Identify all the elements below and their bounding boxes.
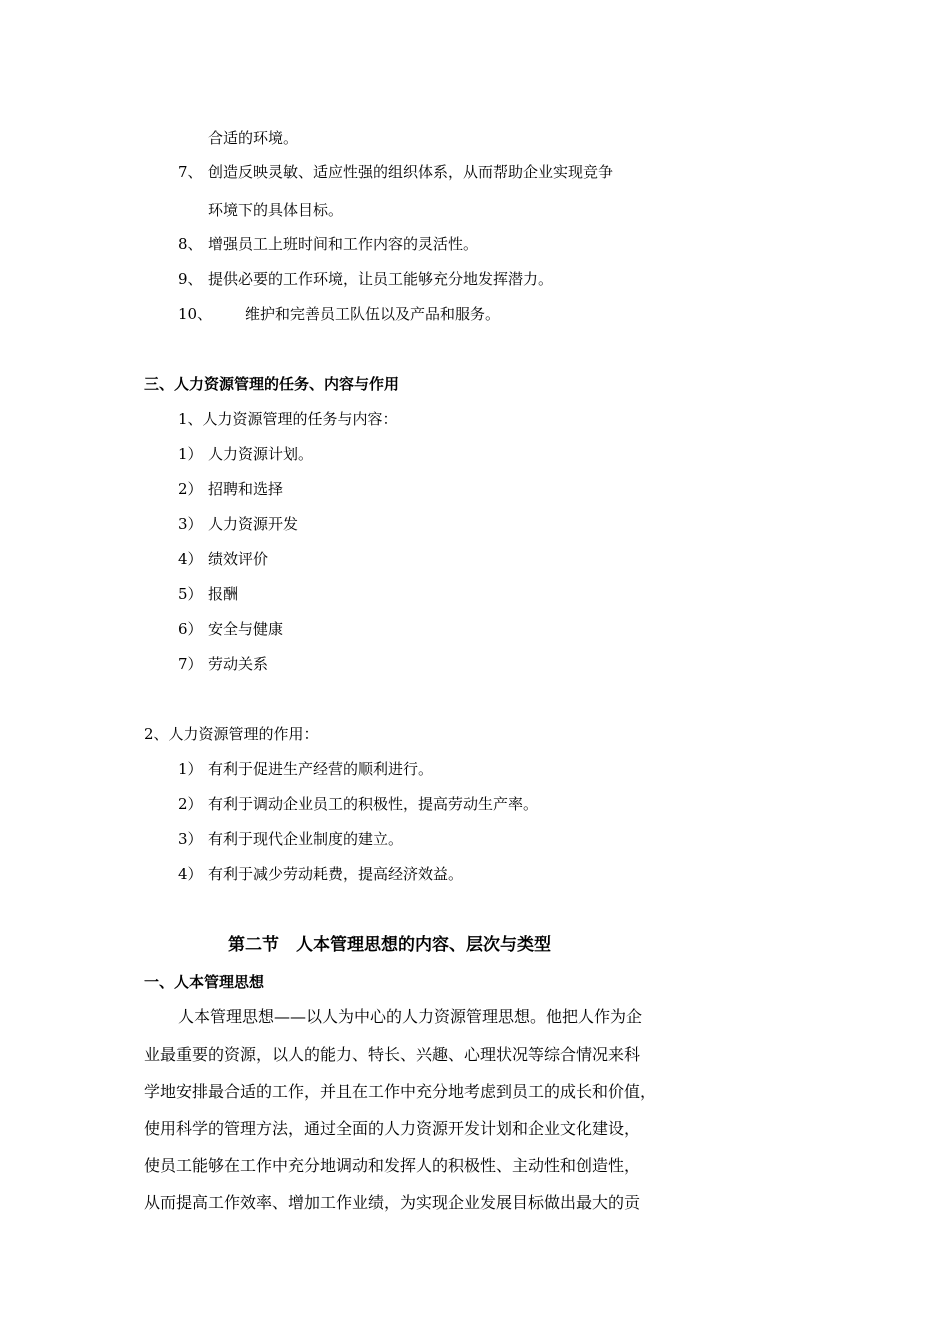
paragraph-line: 从而提高工作效率、增加工作业绩，为实现企业发展目标做出最大的贡: [144, 1193, 641, 1212]
chapter-title: 第二节 人本管理思想的内容、层次与类型: [228, 935, 551, 955]
list-item-number: 4）: [178, 550, 203, 568]
list-item-6-continuation: [208, 128, 298, 148]
list-item: [178, 549, 268, 569]
list-item-text: 环境下的具体目标。: [208, 201, 344, 219]
list-item-text: 有利于促进生产经营的顺利进行。: [208, 760, 434, 778]
list-item: [178, 479, 283, 499]
list-item-7: [178, 162, 613, 182]
list-item-number: 4）: [178, 865, 203, 883]
list-item-text: 有利于调动企业员工的积极性，提高劳动生产率。: [208, 795, 539, 813]
list-item: [178, 864, 463, 884]
list-item: [178, 759, 433, 779]
list-item: [178, 444, 313, 464]
list-item-number: 1）: [178, 760, 203, 778]
list-item-text: 合适的环境。: [208, 129, 299, 147]
list-item: [178, 654, 268, 674]
list-item-text: 劳动关系: [208, 655, 269, 673]
list-item-number: 5）: [178, 585, 203, 603]
list-item-text: 人力资源计划。: [208, 445, 314, 463]
paragraph-line: 业最重要的资源，以人的能力、特长、兴趣、心理状况等综合情况来科: [144, 1045, 641, 1064]
list-item-text: 增强员工上班时间和工作内容的灵活性。: [208, 235, 479, 253]
list-item-number: 3）: [178, 830, 203, 848]
paragraph-line: 人本管理思想——以人为中心的人力资源管理思想。他把人作为企: [178, 1007, 643, 1026]
list-item-text: 绩效评价: [208, 550, 269, 568]
paragraph-line: 学地安排最合适的工作，并且在工作中充分地考虑到员工的成长和价值，: [144, 1082, 657, 1101]
list-item: [178, 619, 283, 639]
paragraph-line: 使员工能够在工作中充分地调动和发挥人的积极性、主动性和创造性，: [144, 1156, 641, 1175]
list-item-10: [178, 304, 500, 324]
list-item-number: 10、: [178, 305, 213, 323]
list-item-text: 人力资源开发: [208, 515, 299, 533]
subsection-heading: 2、人力资源管理的作用：: [144, 725, 319, 743]
list-item: [178, 829, 403, 849]
paragraph-line: 使用科学的管理方法，通过全面的人力资源开发计划和企业文化建设，: [144, 1119, 641, 1138]
section-heading: 一、人本管理思想: [144, 973, 265, 991]
list-item: [178, 584, 238, 604]
list-item-text: 维护和完善员工队伍以及产品和服务。: [245, 305, 501, 323]
list-item: [178, 794, 538, 814]
list-item-text: 创造反映灵敏、适应性强的组织体系，从而帮助企业实现竞争: [208, 163, 614, 181]
section-heading: 三、人力资源管理的任务、内容与作用: [144, 375, 400, 393]
list-item-number: 8、: [178, 235, 203, 253]
list-item-text: 报酬: [208, 585, 239, 603]
list-item-number: 2）: [178, 795, 203, 813]
list-item-number: 9、: [178, 270, 203, 288]
list-item-number: 6）: [178, 620, 203, 638]
list-item-8: [178, 234, 478, 254]
list-item-text: 有利于现代企业制度的建立。: [208, 830, 404, 848]
list-item-number: 3）: [178, 515, 203, 533]
list-item-text: 安全与健康: [208, 620, 284, 638]
list-item: [178, 514, 298, 534]
list-item-9: [178, 269, 553, 289]
list-item-text: 提供必要的工作环境，让员工能够充分地发挥潜力。: [208, 270, 554, 288]
list-item-text: 招聘和选择: [208, 480, 284, 498]
subsection-heading: 1、人力资源管理的任务与内容：: [178, 410, 398, 428]
list-item-number: 7、: [178, 163, 203, 181]
list-item-7-continuation: [208, 200, 343, 220]
list-item-number: 7）: [178, 655, 203, 673]
list-item-text: 有利于减少劳动耗费，提高经济效益。: [208, 865, 464, 883]
list-item-number: 1）: [178, 445, 203, 463]
list-item-number: 2）: [178, 480, 203, 498]
